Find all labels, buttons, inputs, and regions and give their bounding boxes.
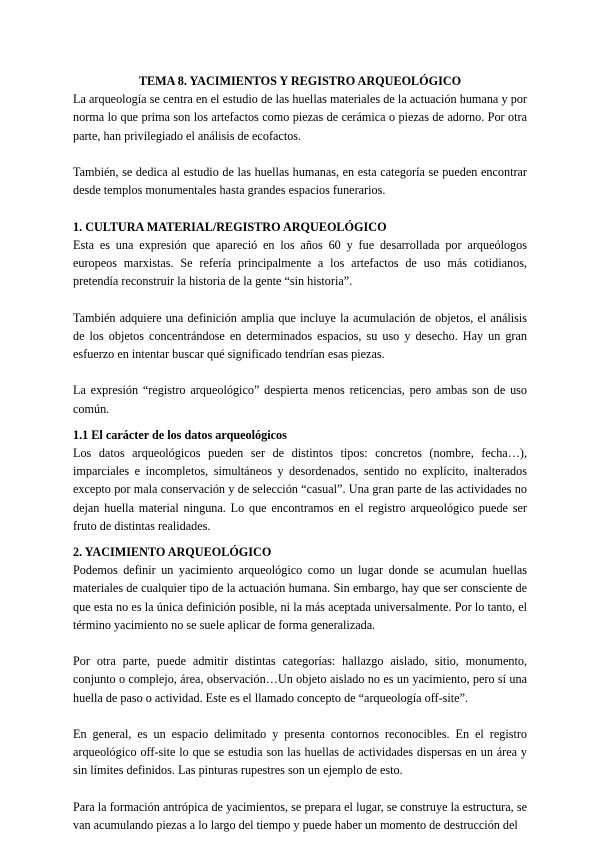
paragraph: Para la formación antrópica de yacimientos, se prepara el lugar, se construye la estructura, se van acumulando piezas a lo largo del tiempo y puede haber un momento de destrucción del <box>73 799 527 833</box>
paragraph: La arqueología se centra en el estudio de las huellas materiales de la actuación humana y por norma lo que prima son los artefactos como piezas de cerámica o piezas de adorno. Por otra parte, han privilegiado el análisis de ecofactos. <box>73 92 527 143</box>
paragraph-spacer <box>73 634 527 652</box>
paragraph-spacer <box>73 145 527 163</box>
paragraph: También, se dedica al estudio de las huellas humanas, en esta categoría se pueden encontrar desde templos monumentales hasta grandes espacios funerarios. <box>73 165 527 198</box>
paragraph-spacer <box>73 363 527 381</box>
paragraph-spacer <box>73 290 527 308</box>
paragraph: La expresión “registro arqueológico” despierta menos reticencias, pero ambas son de uso común. <box>73 383 527 416</box>
paragraph: En general, es un espacio delimitado y presenta contornos reconocibles. En el registro arqueológico off-site lo que se estudia son las huellas de actividades dispersas en un área y sin límites definidos. Las pinturas rupestres son un ejemplo de esto. <box>73 727 527 778</box>
section-heading: 2. YACIMIENTO ARQUEOLÓGICO <box>73 545 272 560</box>
document-title: TEMA 8. YACIMIENTOS Y REGISTRO ARQUEOLÓGICO <box>138 74 462 88</box>
paragraph-spacer <box>73 707 527 725</box>
paragraph-spacer <box>73 199 527 217</box>
paragraph: Los datos arqueológicos pueden ser de distintos tipos: concretos (nombre, fecha…), imparciales e incompletos, simultáneos y desordenados, sentido no explícito, inalterados excepto por mala conservación y de selección “casual”. Una gran parte de las actividades no dejan huella material ninguna. Lo que encontramos en el registro arqueológico puede ser fruto de distintas realidades. <box>73 446 527 533</box>
paragraph: También adquiere una definición amplia que incluye la acumulación de objetos, el análisis de los objetos concentrándose en determinados espacios, su uso y desecho. Hay un gran esfuerzo en intentar buscar qué significado tendrían esas piezas. <box>73 310 527 361</box>
paragraph: Esta es una expresión que apareció en los años 60 y fue desarrollada por arqueólogos europeos marxistas. Se refería principalmente a los artefactos de uso más cotidianos, pretendía reconstruir la historia de la gente “sin historia”. <box>73 237 527 289</box>
document-page <box>73 72 527 834</box>
section-heading: 1. CULTURA MATERIAL/REGISTRO ARQUEOLÓGICO <box>73 219 387 234</box>
paragraph-spacer <box>73 780 527 798</box>
paragraph-spacer <box>73 418 527 426</box>
paragraph: Podemos definir un yacimiento arqueológico como un lugar donde se acumulan huellas materiales de cualquier tipo de la actuación humana. Sin embargo, hay que ser consciente de que esta no es la única definición posible, ni la más aceptada universalmente. Por lo tanto, el término yacimiento no se suele aplicar de forma generalizada. <box>73 563 527 632</box>
subsection-heading: 1.1 El carácter de los datos arqueológicos <box>73 427 287 442</box>
paragraph-spacer <box>73 535 527 543</box>
paragraph: Por otra parte, puede admitir distintas categorías: hallazgo aislado, sitio, monumento, conjunto o complejo, área, observación…Un objeto aislado no es un yacimiento, pero sí una huella de paso o actividad. Este es el llamado concepto de “arqueología off-site”. <box>73 654 527 705</box>
